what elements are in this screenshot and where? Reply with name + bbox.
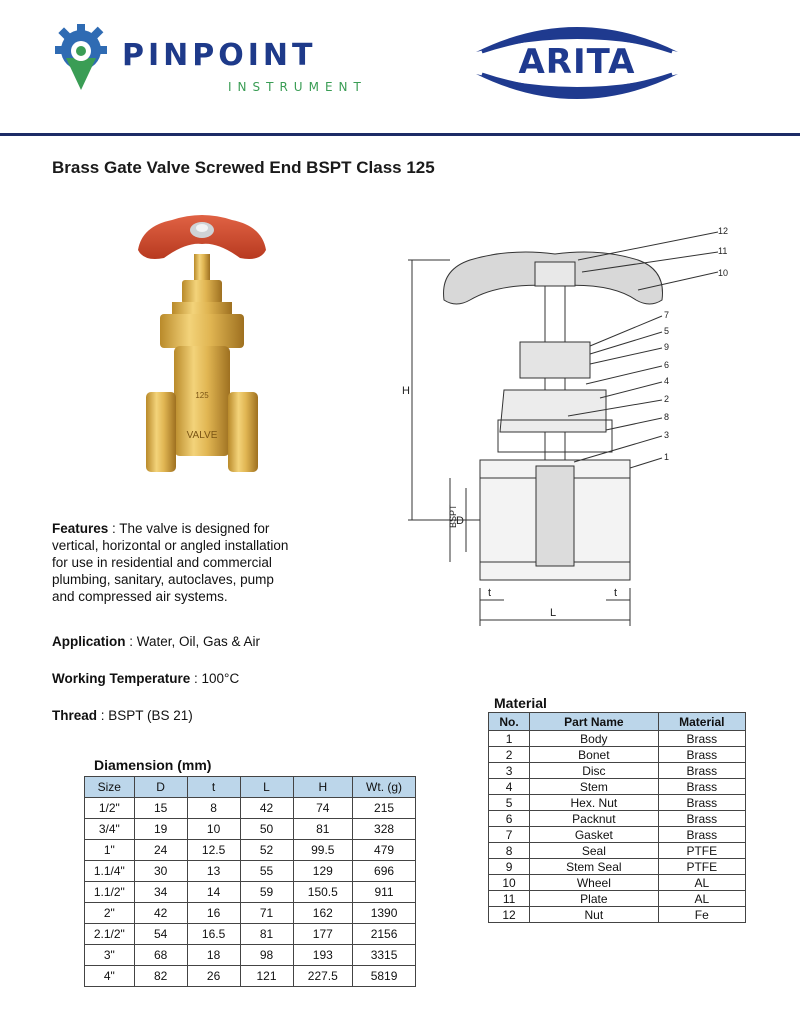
- dimension-cell: 30: [134, 861, 187, 882]
- dimension-cell: 13: [187, 861, 240, 882]
- dimension-cell: 98: [240, 945, 293, 966]
- dimension-header-cell: D: [134, 777, 187, 798]
- table-row: [85, 966, 416, 987]
- dimension-table: [84, 776, 416, 987]
- dimension-cell: 19: [134, 819, 187, 840]
- material-cell: Brass: [658, 747, 745, 763]
- material-cell: 5: [489, 795, 530, 811]
- material-cell: Bonet: [530, 747, 659, 763]
- dimension-caption: Diamension (mm): [94, 757, 212, 773]
- brand-left-sub: INSTRUMENT: [228, 80, 367, 94]
- material-cell: Wheel: [530, 875, 659, 891]
- dimension-header-cell: L: [240, 777, 293, 798]
- table-row: [85, 903, 416, 924]
- material-cell: 1: [489, 731, 530, 747]
- table-row: [489, 747, 746, 763]
- dimension-cell: 129: [293, 861, 353, 882]
- table-row: [85, 819, 416, 840]
- table-row: [489, 779, 746, 795]
- material-cell: Gasket: [530, 827, 659, 843]
- application-line: [52, 633, 260, 650]
- dimension-cell: 1.1/4": [85, 861, 135, 882]
- dimension-cell: 14: [187, 882, 240, 903]
- table-row: [85, 861, 416, 882]
- dimension-cell: 911: [353, 882, 416, 903]
- technical-drawing: [400, 220, 740, 630]
- dimension-cell: 54: [134, 924, 187, 945]
- dimension-cell: 4": [85, 966, 135, 987]
- table-row: [489, 843, 746, 859]
- features-line-5: and compressed air systems.: [52, 589, 228, 604]
- page-title: Brass Gate Valve Screwed End BSPT Class 125: [52, 158, 435, 177]
- dimension-cell: 81: [293, 819, 353, 840]
- dimension-cell: 82: [134, 966, 187, 987]
- table-row: [489, 763, 746, 779]
- dimension-cell: 227.5: [293, 966, 353, 987]
- dim-t-left: t: [488, 587, 492, 599]
- dimension-cell: 81: [240, 924, 293, 945]
- material-cell: AL: [658, 891, 745, 907]
- thread-value: : BSPT (BS 21): [97, 708, 193, 723]
- dimension-cell: 15: [134, 798, 187, 819]
- dim-t-right: t: [614, 587, 618, 599]
- material-cell: AL: [658, 875, 745, 891]
- callout-10: 10: [718, 268, 729, 278]
- dimension-cell: 5819: [353, 966, 416, 987]
- application-value: : Water, Oil, Gas & Air: [125, 634, 261, 649]
- material-cell: Seal: [530, 843, 659, 859]
- callout-8: 8: [664, 412, 670, 422]
- dimension-cell: 16: [187, 903, 240, 924]
- dimension-cell: 1/2": [85, 798, 135, 819]
- callout-12: 12: [718, 226, 729, 236]
- material-cell: Fe: [658, 907, 745, 923]
- callout-9: 9: [664, 342, 670, 352]
- dimension-cell: 50: [240, 819, 293, 840]
- table-row: [85, 924, 416, 945]
- callout-5: 5: [664, 326, 670, 336]
- gear-pin-icon: [52, 24, 110, 94]
- material-cell: Packnut: [530, 811, 659, 827]
- dimension-cell: 2156: [353, 924, 416, 945]
- dimension-cell: 1.1/2": [85, 882, 135, 903]
- material-cell: Brass: [658, 763, 745, 779]
- dimension-cell: 121: [240, 966, 293, 987]
- table-row: [489, 875, 746, 891]
- dimension-cell: 74: [293, 798, 353, 819]
- material-cell: Stem: [530, 779, 659, 795]
- dimension-cell: 2.1/2": [85, 924, 135, 945]
- material-table: [488, 712, 746, 923]
- material-cell: 10: [489, 875, 530, 891]
- dimension-header-cell: t: [187, 777, 240, 798]
- dimension-cell: 52: [240, 840, 293, 861]
- material-cell: Brass: [658, 827, 745, 843]
- dimension-cell: 150.5: [293, 882, 353, 903]
- material-cell: Disc: [530, 763, 659, 779]
- table-row: [489, 731, 746, 747]
- material-cell: 11: [489, 891, 530, 907]
- dimension-cell: 177: [293, 924, 353, 945]
- arita-logo: [472, 18, 682, 108]
- dimension-cell: 42: [134, 903, 187, 924]
- dimension-cell: 162: [293, 903, 353, 924]
- dimension-header-cell: Wt. (g): [353, 777, 416, 798]
- thread-line: [52, 707, 193, 724]
- material-header-cell: Material: [658, 713, 745, 731]
- table-row: [489, 811, 746, 827]
- dimension-cell: 99.5: [293, 840, 353, 861]
- working-temp-value: : 100°C: [190, 671, 240, 686]
- table-row: [489, 891, 746, 907]
- features-label: Features: [52, 521, 109, 536]
- callout-4: 4: [664, 376, 670, 386]
- material-cell: PTFE: [658, 859, 745, 875]
- table-row: [85, 882, 416, 903]
- dimension-cell: 26: [187, 966, 240, 987]
- material-cell: 7: [489, 827, 530, 843]
- thread-label: Thread: [52, 708, 98, 723]
- dimension-cell: 3/4": [85, 819, 135, 840]
- material-cell: Brass: [658, 811, 745, 827]
- dimension-cell: 215: [353, 798, 416, 819]
- material-cell: Brass: [658, 779, 745, 795]
- features-line-3: for use in residential and commercial: [52, 555, 272, 570]
- dimension-cell: 18: [187, 945, 240, 966]
- callout-3: 3: [664, 430, 670, 440]
- brand-right: ARITA: [518, 42, 636, 82]
- header-divider: [0, 133, 800, 136]
- photo-text-valve: VALVE: [186, 430, 218, 441]
- dim-bspt: BSPT: [448, 504, 458, 528]
- dimension-header-cell: Size: [85, 777, 135, 798]
- material-cell: Body: [530, 731, 659, 747]
- dimension-cell: 328: [353, 819, 416, 840]
- table-row: [489, 827, 746, 843]
- material-cell: Plate: [530, 891, 659, 907]
- application-label: Application: [52, 634, 126, 649]
- features-line-4: plumbing, sanitary, autoclaves, pump: [52, 572, 274, 587]
- table-row: [85, 798, 416, 819]
- material-cell: 9: [489, 859, 530, 875]
- callout-7: 7: [664, 310, 670, 320]
- features-block: [52, 520, 372, 605]
- material-cell: Hex. Nut: [530, 795, 659, 811]
- callout-1: 1: [664, 452, 670, 462]
- material-header-cell: Part Name: [530, 713, 659, 731]
- table-row: [85, 840, 416, 861]
- callout-2: 2: [664, 394, 670, 404]
- callout-6: 6: [664, 360, 670, 370]
- dimension-cell: 193: [293, 945, 353, 966]
- dimension-cell: 24: [134, 840, 187, 861]
- dimension-cell: 34: [134, 882, 187, 903]
- dimension-cell: 68: [134, 945, 187, 966]
- features-line-2: vertical, horizontal or angled installation: [52, 538, 289, 553]
- photo-text-125: 125: [195, 391, 209, 400]
- material-cell: Brass: [658, 795, 745, 811]
- material-cell: Nut: [530, 907, 659, 923]
- dimension-cell: 16.5: [187, 924, 240, 945]
- material-cell: Stem Seal: [530, 859, 659, 875]
- dimension-cell: 42: [240, 798, 293, 819]
- table-row: [489, 859, 746, 875]
- working-temp-line: [52, 670, 239, 687]
- dim-l: L: [550, 607, 557, 619]
- dimension-cell: 696: [353, 861, 416, 882]
- material-cell: 12: [489, 907, 530, 923]
- material-cell: 3: [489, 763, 530, 779]
- table-row: [489, 795, 746, 811]
- brand-left: PINPOINT: [122, 38, 317, 73]
- table-row: [489, 907, 746, 923]
- material-cell: 4: [489, 779, 530, 795]
- dimension-cell: 59: [240, 882, 293, 903]
- dimension-cell: 3": [85, 945, 135, 966]
- valve-photo: [122, 196, 282, 496]
- dimension-cell: 8: [187, 798, 240, 819]
- pinpoint-logo: [52, 24, 372, 96]
- dimension-cell: 3315: [353, 945, 416, 966]
- dimension-cell: 55: [240, 861, 293, 882]
- table-row: [85, 945, 416, 966]
- material-cell: Brass: [658, 731, 745, 747]
- dimension-table-header: [85, 777, 416, 798]
- material-header-cell: No.: [489, 713, 530, 731]
- material-table-header: [489, 713, 746, 731]
- callout-11: 11: [718, 246, 728, 256]
- material-cell: 6: [489, 811, 530, 827]
- material-cell: 2: [489, 747, 530, 763]
- dimension-cell: 1390: [353, 903, 416, 924]
- dimension-cell: 71: [240, 903, 293, 924]
- material-cell: 8: [489, 843, 530, 859]
- dimension-cell: 479: [353, 840, 416, 861]
- dimension-header-cell: H: [293, 777, 353, 798]
- material-caption: Material: [494, 695, 547, 711]
- dimension-cell: 2": [85, 903, 135, 924]
- dimension-cell: 1": [85, 840, 135, 861]
- working-temp-label: Working Temperature: [52, 671, 191, 686]
- features-line-1: : The valve is designed for: [108, 521, 270, 536]
- material-cell: PTFE: [658, 843, 745, 859]
- dimension-cell: 12.5: [187, 840, 240, 861]
- dim-h: H: [402, 385, 410, 397]
- dimension-cell: 10: [187, 819, 240, 840]
- dim-d: D: [456, 515, 464, 527]
